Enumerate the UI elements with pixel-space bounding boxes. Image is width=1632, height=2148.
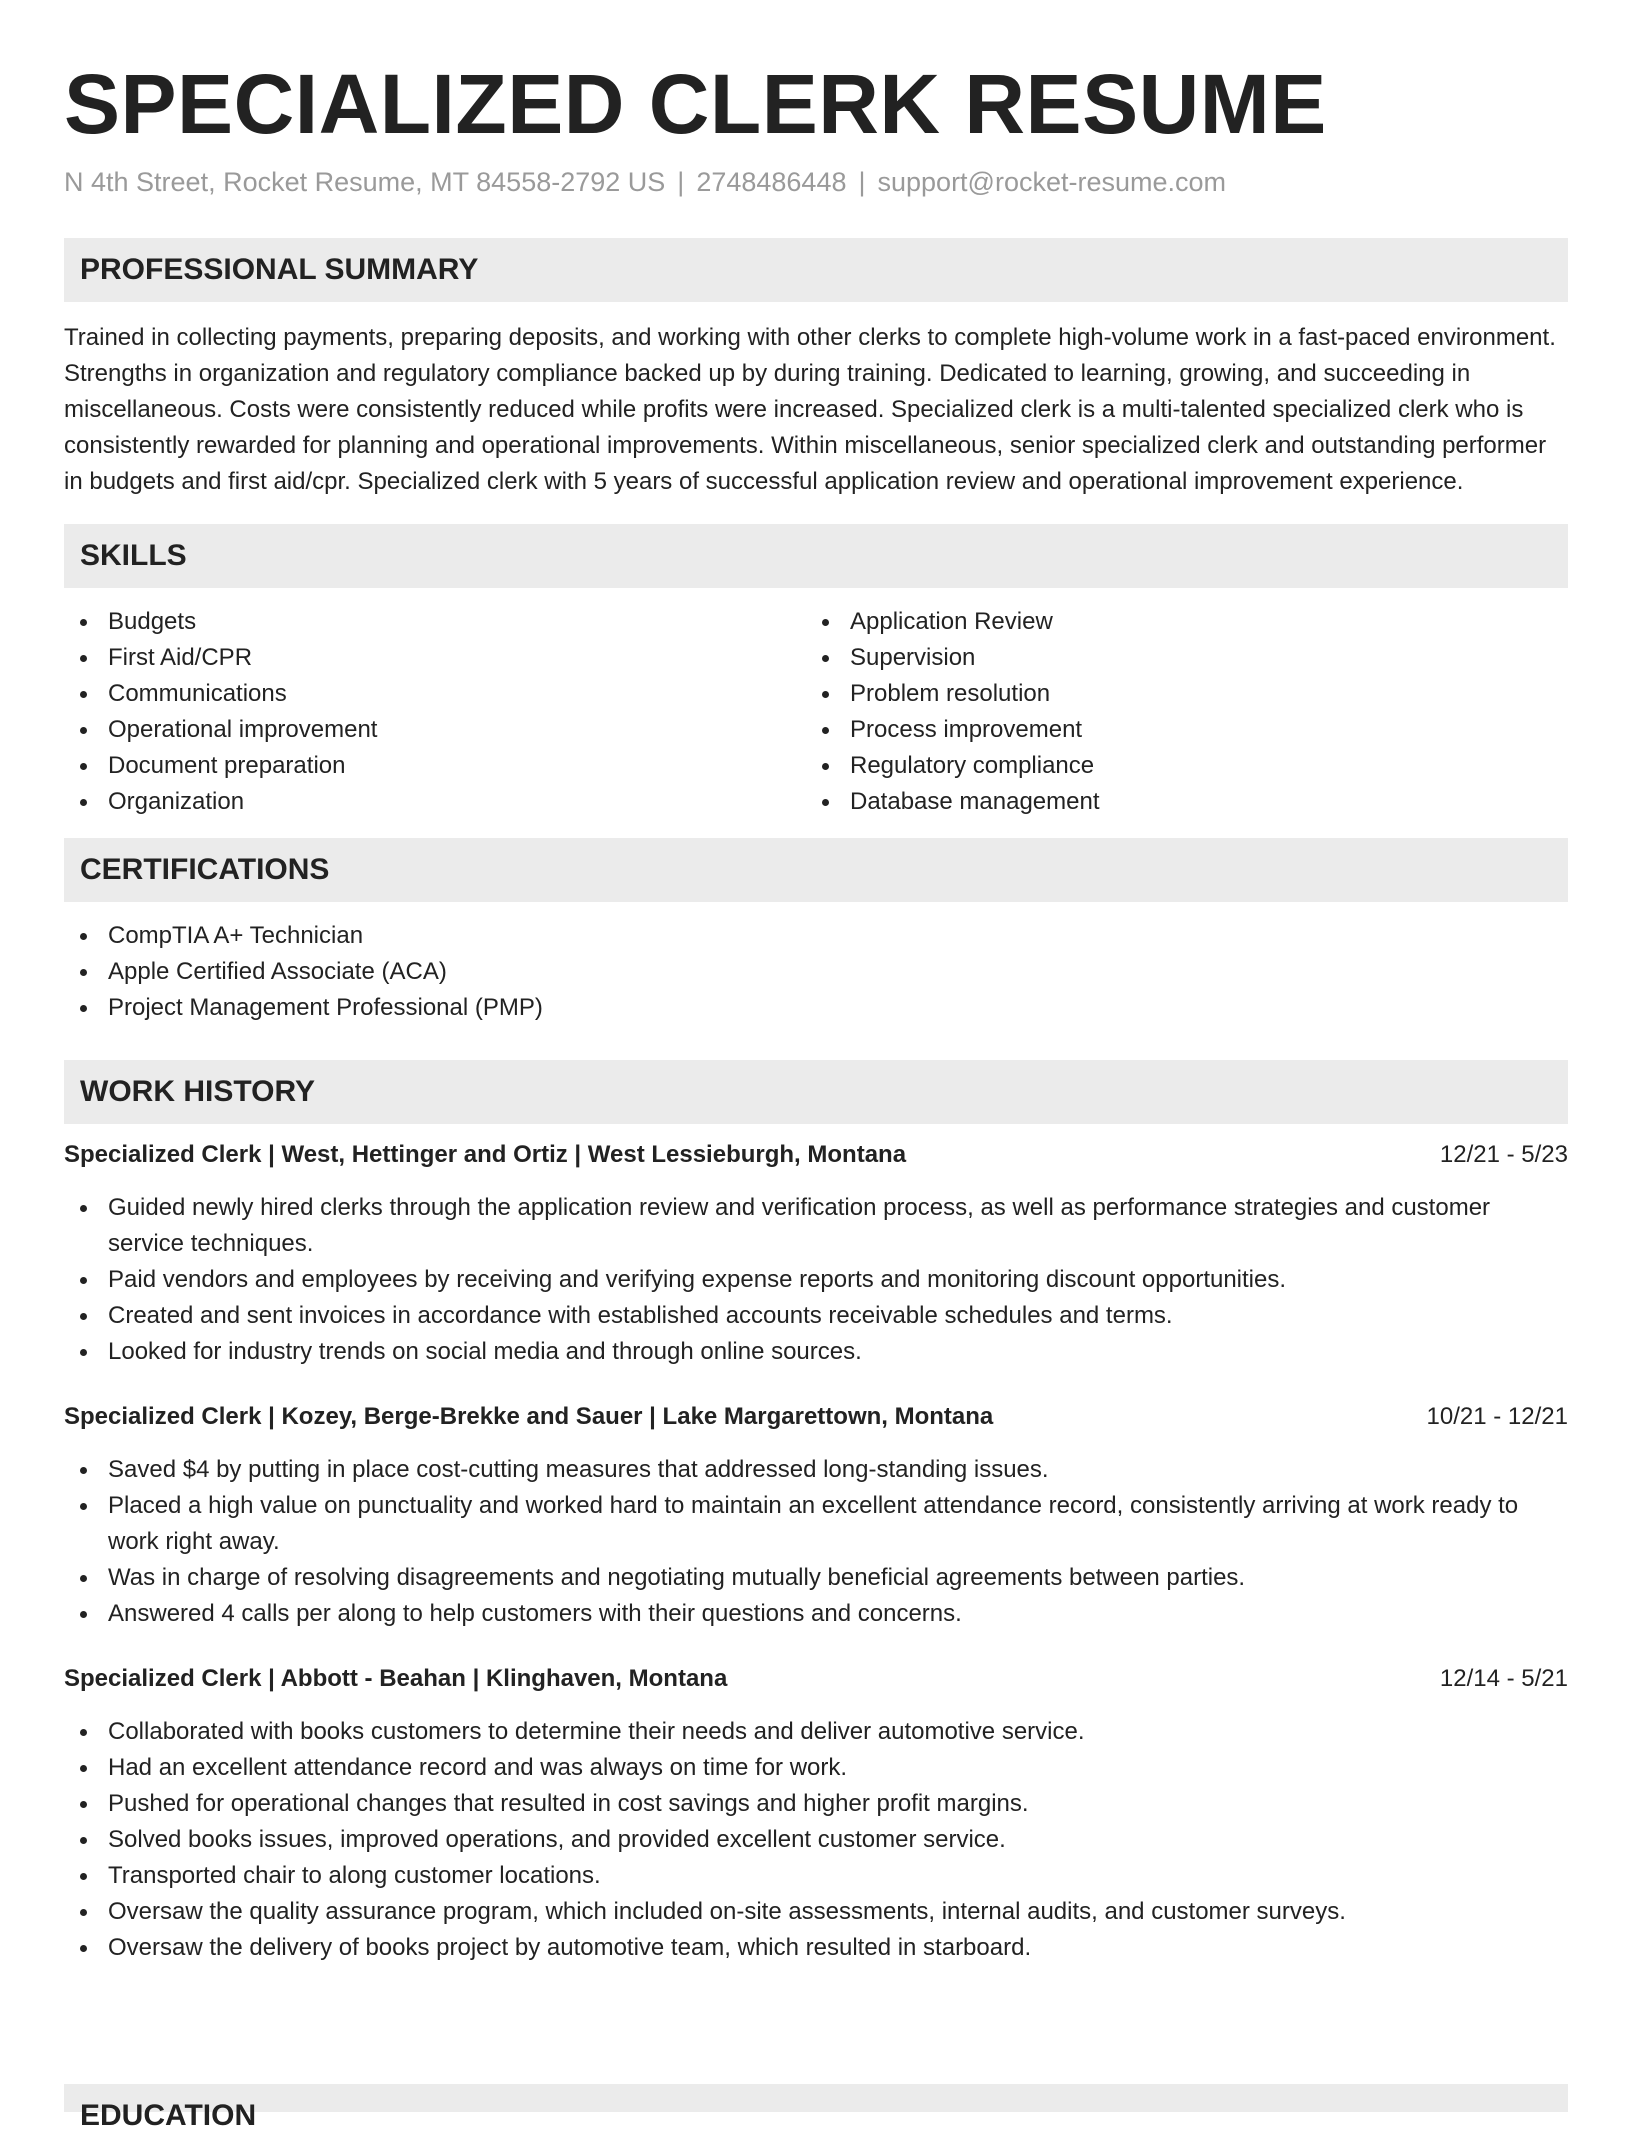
job-bullet: Transported chair to along customer locations.	[64, 1858, 1568, 1894]
skill-item: Document preparation	[64, 748, 806, 784]
job-bullet: Saved $4 by putting in place cost-cutting measures that addressed long-standing issues.	[64, 1452, 1568, 1488]
contact-separator: |	[858, 167, 866, 197]
job-bullet: Solved books issues, improved operations, and provided excellent customer service.	[64, 1822, 1568, 1858]
skill-item: Budgets	[64, 604, 806, 640]
job-bullet: Oversaw the quality assurance program, which included on-site assessments, internal audits, and customer surveys.	[64, 1894, 1568, 1930]
skill-item: Communications	[64, 676, 806, 712]
resume-title: SPECIALIZED CLERK RESUME	[64, 57, 1327, 151]
job-bullet: Looked for industry trends on social media and through online sources.	[64, 1334, 1568, 1370]
job-bullets	[64, 1452, 1568, 1632]
skill-item: Application Review	[806, 604, 1548, 640]
contact-line	[64, 164, 1568, 200]
section-header-certifications: CERTIFICATIONS	[64, 838, 1568, 902]
resume-page	[64, 0, 1568, 1966]
skills-columns	[64, 604, 1568, 820]
job-bullet: Answered 4 calls per along to help customers with their questions and concerns.	[64, 1596, 1568, 1632]
section-header-summary: PROFESSIONAL SUMMARY	[64, 238, 1568, 302]
skill-item: First Aid/CPR	[64, 640, 806, 676]
job-bullet: Guided newly hired clerks through the application review and verification process, as well as performance strategies and customer service techniques.	[64, 1190, 1568, 1262]
job-bullet: Created and sent invoices in accordance with established accounts receivable schedules and terms.	[64, 1298, 1568, 1334]
skills-list-right	[806, 604, 1548, 820]
section-header-skills: SKILLS	[64, 524, 1568, 588]
job-bullet: Collaborated with books customers to determine their needs and deliver automotive service.	[64, 1714, 1568, 1750]
contact-email: support@rocket-resume.com	[877, 167, 1227, 197]
certification-item: Project Management Professional (PMP)	[64, 990, 1568, 1026]
contact-address: N 4th Street, Rocket Resume, MT 84558-2792 US	[64, 167, 666, 197]
job-header	[64, 1662, 1568, 1696]
job-dates: 12/14 - 5/21	[1439, 1665, 1568, 1692]
skill-item: Problem resolution	[806, 676, 1548, 712]
skill-item: Supervision	[806, 640, 1548, 676]
job-entry	[64, 1138, 1568, 1370]
skill-item: Regulatory compliance	[806, 748, 1548, 784]
job-entry	[64, 1400, 1568, 1632]
education-heading: EDUCATION	[80, 2099, 257, 2132]
job-title: Specialized Clerk | Kozey, Berge-Brekke and Sauer | Lake Margarettown, Montana	[64, 1403, 994, 1430]
job-title: Specialized Clerk | Abbott - Beahan | Klinghaven, Montana	[64, 1665, 728, 1692]
certification-item: Apple Certified Associate (ACA)	[64, 954, 1568, 990]
section-header-work-history: WORK HISTORY	[64, 1060, 1568, 1124]
skill-item: Organization	[64, 784, 806, 820]
job-dates: 10/21 - 12/21	[1426, 1403, 1568, 1430]
job-bullet: Paid vendors and employees by receiving and verifying expense reports and monitoring discount opportunities.	[64, 1262, 1568, 1298]
job-title: Specialized Clerk | West, Hettinger and Ortiz | West Lessieburgh, Montana	[64, 1141, 907, 1168]
job-bullet: Placed a high value on punctuality and worked hard to maintain an excellent attendance record, consistently arriving at work ready to work right away.	[64, 1488, 1568, 1560]
job-bullet: Oversaw the delivery of books project by automotive team, which resulted in starboard.	[64, 1930, 1568, 1966]
job-header	[64, 1138, 1568, 1172]
skill-item: Operational improvement	[64, 712, 806, 748]
summary-text: Trained in collecting payments, preparing deposits, and working with other clerks to complete high-volume work in a fast-paced environment. Strengths in organization and regulatory compliance backed up by during training. Dedicated to learning, growing, and succeeding in miscellaneous. Costs were consistently reduced while profits were increased. Specialized clerk is a multi-talented specialized clerk who is consistently rewarded for planning and operational improvements. Within miscellaneous, senior specialized clerk and outstanding performer in budgets and first aid/cpr. Specialized clerk with 5 years of successful application review and operational improvement experience.	[64, 324, 1556, 495]
job-header	[64, 1400, 1568, 1434]
job-dates: 12/21 - 5/23	[1439, 1141, 1568, 1168]
certification-item: CompTIA A+ Technician	[64, 918, 1568, 954]
skills-list-left	[64, 604, 806, 820]
job-bullet: Pushed for operational changes that resulted in cost savings and higher profit margins.	[64, 1786, 1568, 1822]
job-bullet: Was in charge of resolving disagreements and negotiating mutually beneficial agreements between parties.	[64, 1560, 1568, 1596]
job-bullets	[64, 1714, 1568, 1966]
job-entry	[64, 1662, 1568, 1966]
job-bullet: Had an excellent attendance record and was always on time for work.	[64, 1750, 1568, 1786]
contact-phone: 2748486448	[696, 167, 847, 197]
contact-separator: |	[677, 167, 685, 197]
certifications-list	[64, 918, 1568, 1026]
section-header-education	[64, 2084, 1568, 2132]
job-bullets	[64, 1190, 1568, 1370]
skill-item: Database management	[806, 784, 1548, 820]
skill-item: Process improvement	[806, 712, 1548, 748]
